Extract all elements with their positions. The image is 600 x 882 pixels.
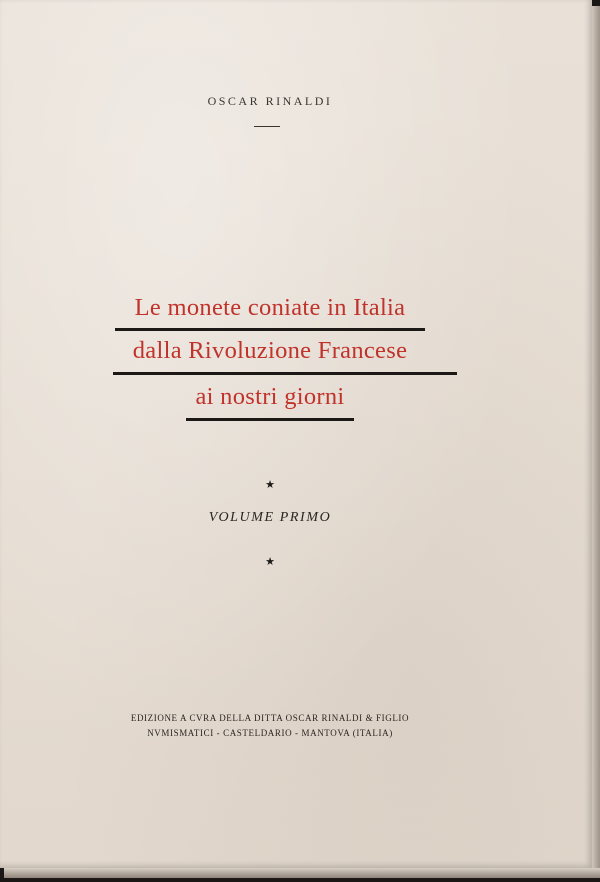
- title-line-2: dalla Rivoluzione Francese: [132, 337, 408, 364]
- title-line-1: Le monete coniate in Italia: [134, 294, 406, 321]
- title-underline-2: [113, 372, 457, 375]
- title-underline-1: [115, 328, 425, 331]
- page-edge-bottom: [4, 868, 600, 878]
- title-underline-3: [186, 418, 354, 421]
- publisher-line-2: NVMISMATICI - CASTELDARIO - MANTOVA (ITALIA): [147, 728, 393, 738]
- publisher-line-1: EDIZIONE A CVRA DELLA DITTA OSCAR RINALDI & FIGLIO: [130, 713, 410, 723]
- volume-label: VOLUME PRIMO: [208, 510, 332, 525]
- title-line-3: ai nostri giorni: [195, 383, 345, 410]
- author-underline: [254, 126, 280, 127]
- star-icon: ★: [265, 556, 275, 568]
- page-edge-right: [592, 6, 600, 876]
- author-name: OSCAR RINALDI: [207, 94, 333, 108]
- star-icon: ★: [265, 479, 275, 491]
